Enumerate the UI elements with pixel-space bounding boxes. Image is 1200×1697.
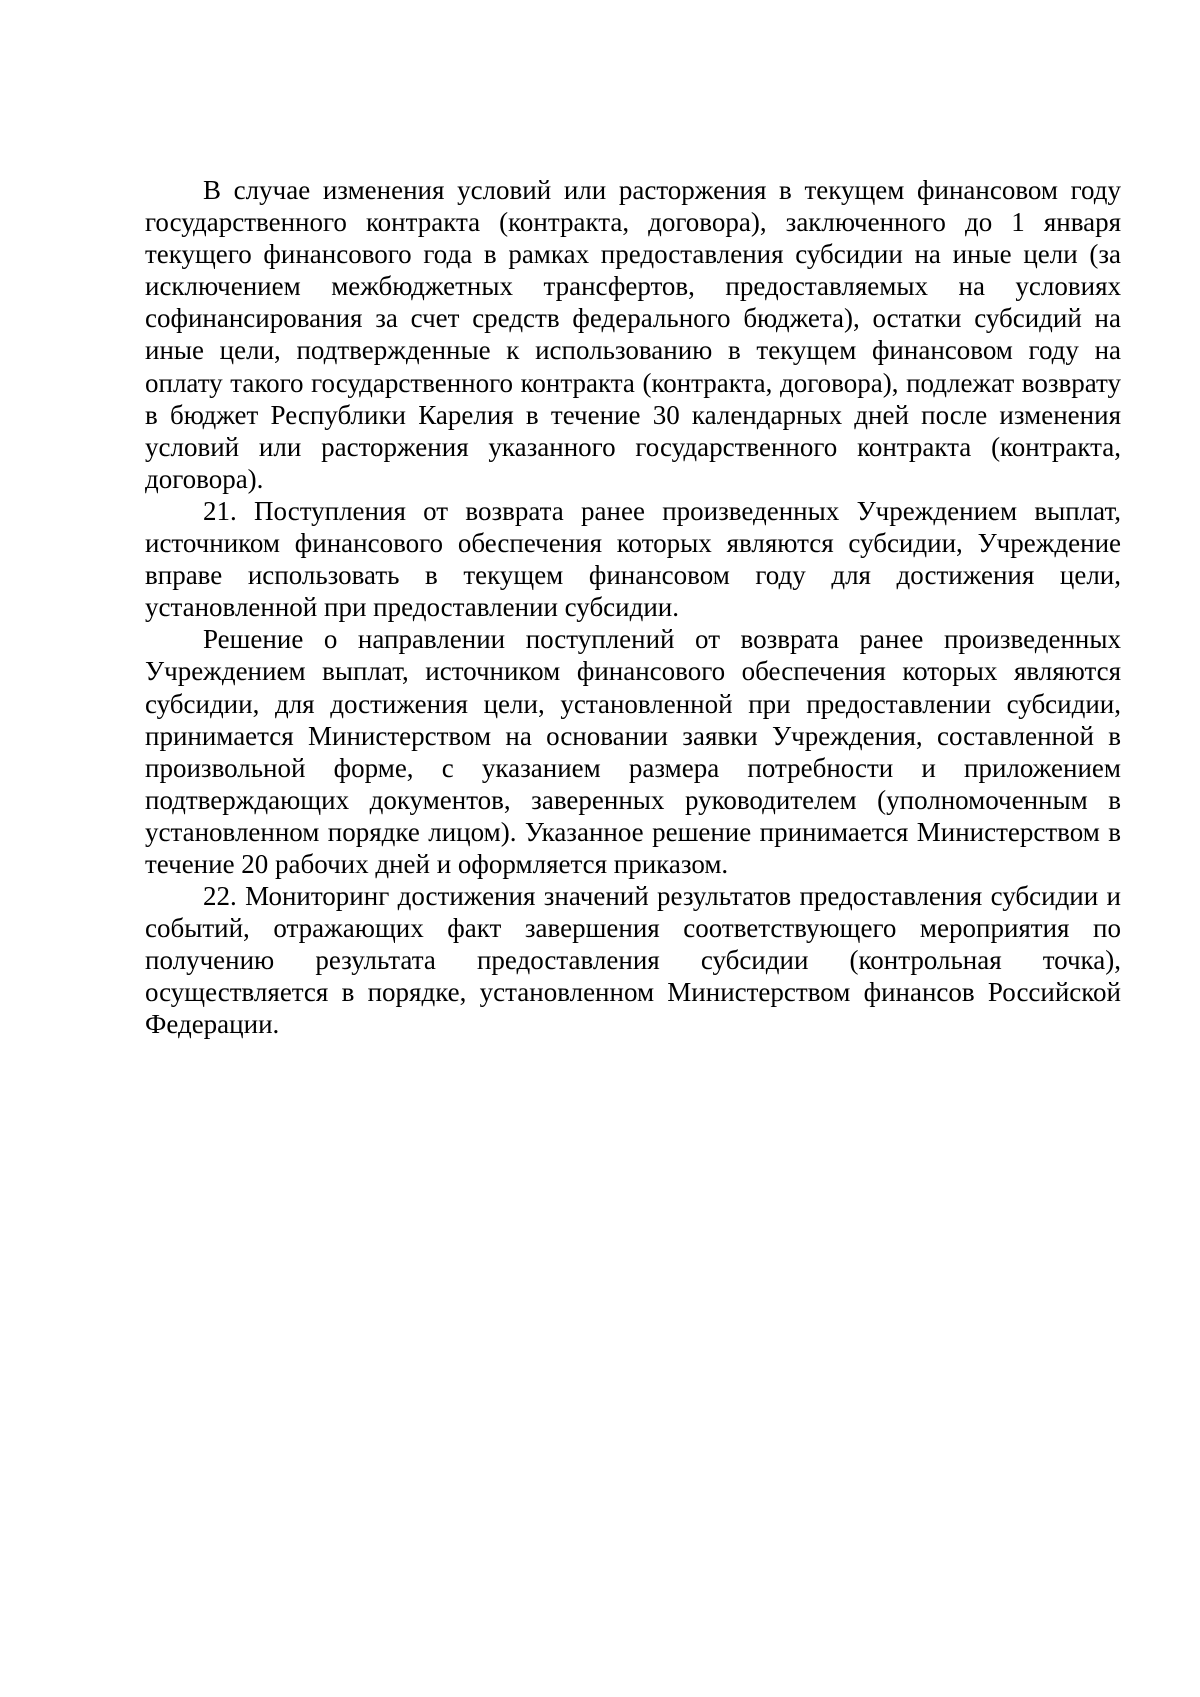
paragraph-contract-change: В случае изменения условий или расторжения в текущем финансовом году государственного контракта (контракта, договора), заключенного до 1 января текущего финансового года в рамках предоставления субсидии на иные цели (за исключением межбюджетных трансфертов, предоставляемых на условиях софинансирования за счет средств федерального бюджета), остатки субсидий на иные цели, подтвержденные к использованию в текущем финансовом году на оплату такого государственного контракта (контракта, договора), подлежат возврату в бюджет Республики Карелия в течение 30 календарных дней после изменения условий или расторжения указанного государственного контракта (контракта, договора). (145, 175, 1121, 494)
document-body (145, 174, 1121, 1041)
paragraph-21: 21. Поступления от возврата ранее произведенных Учреждением выплат, источником финансового обеспечения которых являются субсидии, Учреждение вправе использовать в текущем финансовом году для достижения цели, установленной при предоставлении субсидии. (145, 495, 1121, 623)
paragraph-decision: Решение о направлении поступлений от возврата ранее произведенных Учреждением выплат, источником финансового обеспечения которых являются субсидии, для достижения цели, установленной при предоставлении субсидии, принимается Министерством на основании заявки Учреждения, составленной в произвольной форме, с указанием размера потребности и приложением подтверждающих документов, заверенных руководителем (уполномоченным в установленном порядке лицом). Указанное решение принимается Министерством в течение 20 рабочих дней и оформляется приказом. (145, 624, 1121, 879)
paragraph-22: 22. Мониторинг достижения значений результатов предоставления субсидии и событий, отражающих факт завершения соответствующего мероприятия по получению результата предоставления субсидии (контрольная точка), осуществляется в порядке, установленном Министерством финансов Российской Федерации. (145, 881, 1121, 1040)
